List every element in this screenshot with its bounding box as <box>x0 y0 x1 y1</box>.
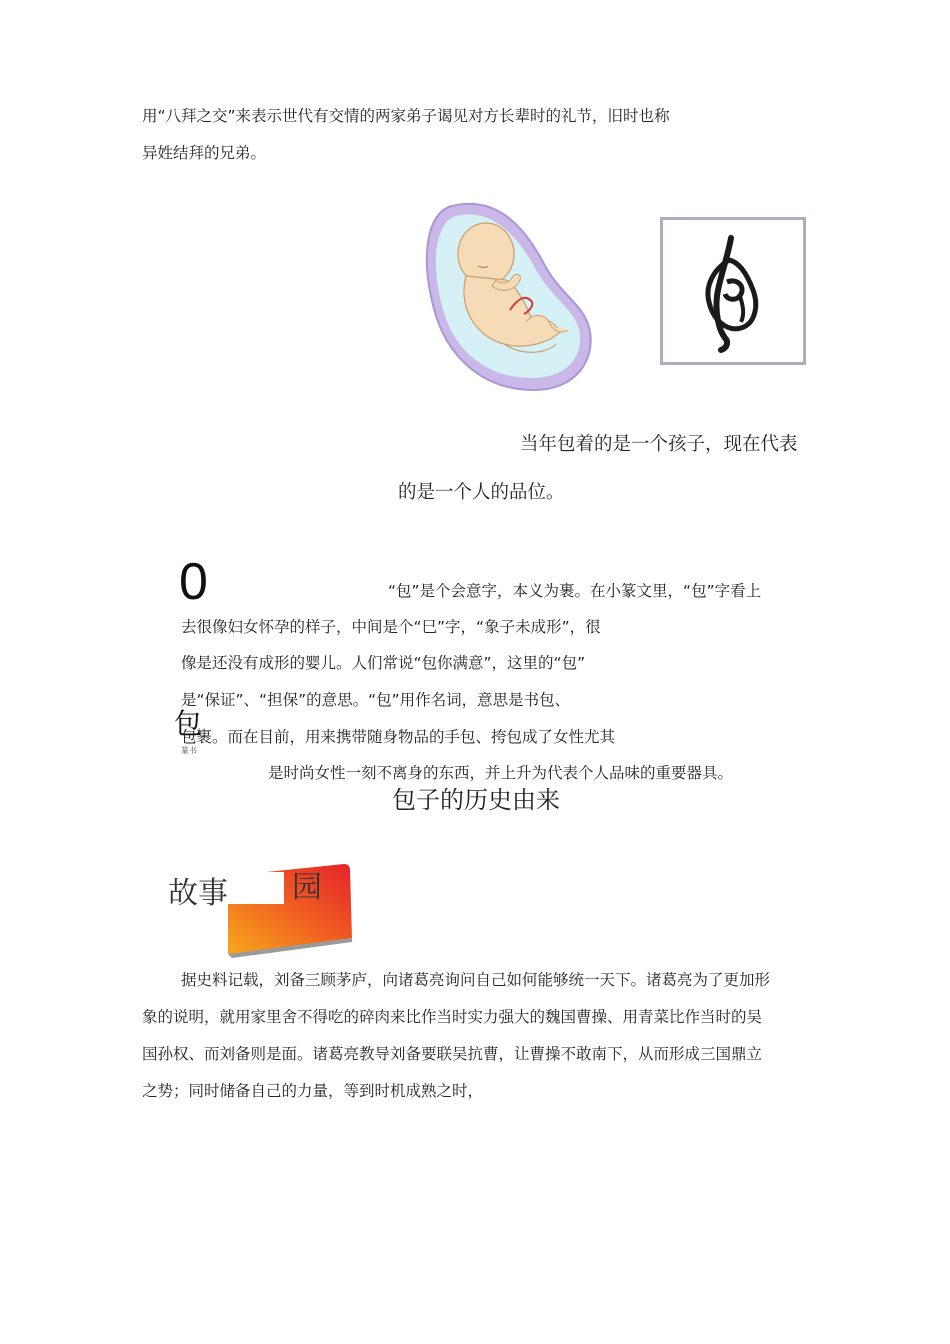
caption-line-1: 当年包着的是一个孩子，现在代表 <box>520 434 798 455</box>
meaning-line-3: 像是还没有成形的婴儿。人们常说“包你满意”，这里的“包” <box>181 654 586 672</box>
history-line-1: 据史料记载，刘备三顾茅庐，向诸葛亮询问自己如何能够统一天下。诸葛亮为了更加形 <box>181 971 771 989</box>
section-heading: 包子的历史由来 <box>392 786 560 814</box>
meaning-line-2: 去很像妇女怀孕的样子，中间是个“巳”字，“象子未成形”，很 <box>181 618 601 636</box>
history-line-2: 象的说明，就用家里舍不得吃的碎肉来比作当时实力强大的魏国曹操、用青菜比作当时的吴 <box>142 1008 763 1026</box>
seal-script-bao <box>660 217 806 365</box>
history-line-4: 之势；同时储备自己的力量，等到时机成熟之时， <box>142 1082 484 1100</box>
intro-line-2: 异姓结拜的兄弟。 <box>142 144 267 162</box>
story-title-left: 故事 <box>168 876 228 911</box>
meaning-line-5: 包裹。而在目前，用来携带随身物品的手包、挎包成了女性尤其 <box>181 728 616 746</box>
section-number: 0 <box>179 553 208 611</box>
bao-character: 包 <box>174 707 203 740</box>
story-banner <box>226 862 352 958</box>
story-title-right: 园 <box>292 870 322 905</box>
meaning-line-4: 是“保证”、“担保”的意思。“包”用作名词，意思是书包、 <box>181 691 571 709</box>
intro-line-1: 用“八拜之交”来表示世代有交情的两家弟子谒见对方长辈时的礼节，旧时也称 <box>142 107 670 125</box>
fetus-illustration <box>422 194 598 396</box>
meaning-line-1: “包”是个会意字，本义为裹。在小篆文里，“包”字看上 <box>388 582 762 600</box>
history-line-3: 国孙权、而刘备则是面。诸葛亮教导刘备要联吴抗曹，让曹操不敢南下，从而形成三国鼎立 <box>142 1045 763 1063</box>
bao-tiny-label: 篆书 <box>181 746 197 755</box>
meaning-line-6: 是时尚女性一刻不离身的东西，并上升为代表个人品味的重要器具。 <box>268 764 734 782</box>
caption-line-2: 的是一个人的品位。 <box>398 482 565 503</box>
